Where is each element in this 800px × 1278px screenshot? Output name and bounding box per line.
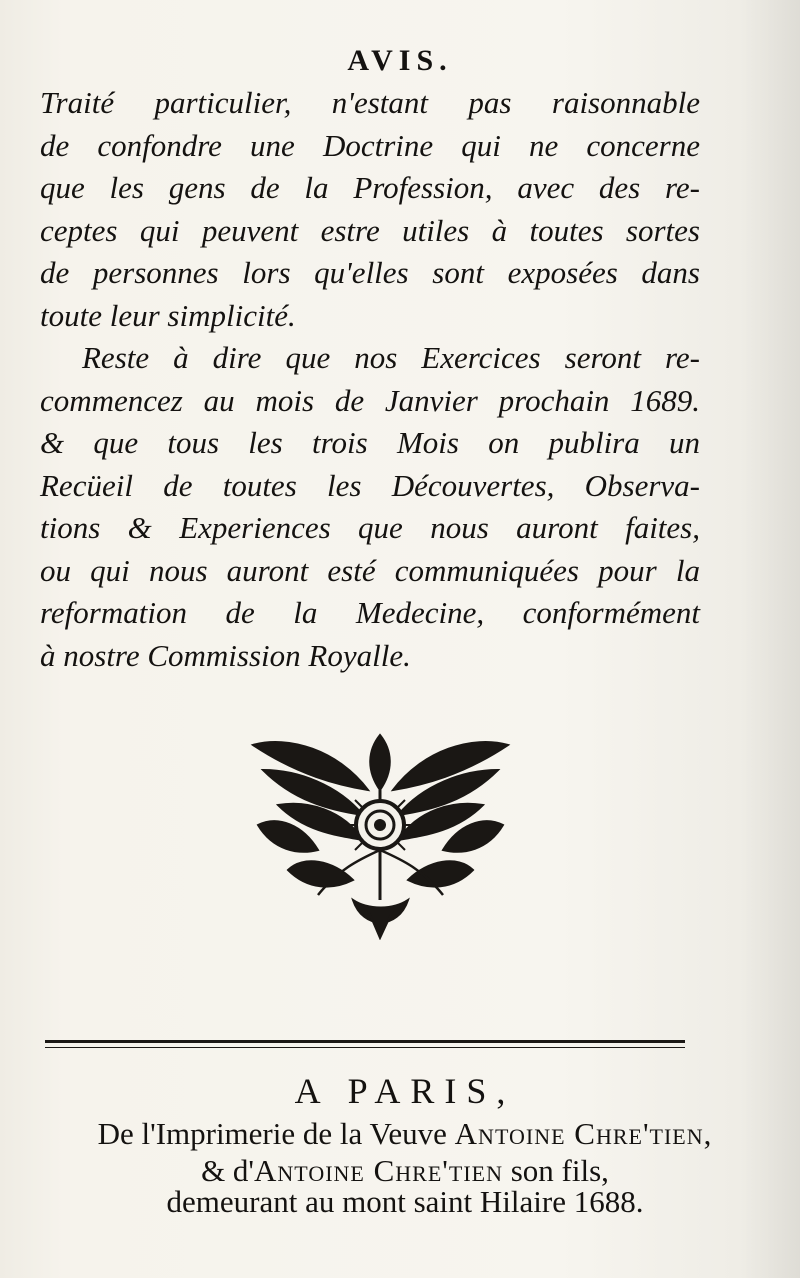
text-line: reformation de la Medecine, conformément bbox=[40, 595, 700, 630]
body-text bbox=[40, 82, 700, 677]
double-rule-bottom bbox=[45, 1047, 685, 1048]
text-line: de personnes lors qu'elles sont exposées dans bbox=[40, 255, 700, 290]
floral-woodcut-ornament-icon bbox=[248, 730, 513, 940]
text-line: Reste à dire que nos Exercices seront re- bbox=[82, 340, 700, 375]
imprint-city: A PARIS, bbox=[294, 1071, 516, 1111]
imprint-line-2-suffix: son fils, bbox=[502, 1153, 609, 1188]
imprint-line-2-text: & d' bbox=[201, 1153, 255, 1188]
text-line: toute leur simplicité. bbox=[40, 297, 296, 333]
text-line: ceptes qui peuvent estre utiles à toutes sortes bbox=[40, 212, 700, 248]
imprint-line-1 bbox=[40, 1115, 770, 1153]
text-line: commencez au mois de Janvier prochain 1689. bbox=[40, 382, 700, 418]
imprint-address-date: demeurant au mont saint Hilaire 1688. bbox=[166, 1184, 644, 1219]
text-line: de confondre une Doctrine qui ne concerne bbox=[40, 127, 700, 163]
imprint-line-1-text: De l'Imprimerie de la Veuve bbox=[97, 1116, 455, 1151]
text-line: & que tous les trois Mois on publira un bbox=[40, 425, 700, 460]
paragraph-1 bbox=[40, 82, 700, 337]
double-rule-top bbox=[45, 1040, 685, 1043]
text-line: à nostre Commission Royalle. bbox=[40, 637, 411, 673]
text-line: que les gens de la Profession, avec des re- bbox=[40, 170, 700, 205]
text-line: Traité particulier, n'estant pas raisonnable bbox=[40, 85, 700, 120]
paragraph-2 bbox=[40, 337, 700, 677]
text-line: Recüeil de toutes les Découvertes, Observa- bbox=[40, 467, 700, 503]
text-line: tions & Experiences que nous auront faites, bbox=[40, 510, 700, 545]
printer-name: Antoine Chre'tien, bbox=[454, 1116, 713, 1151]
running-head: AVIS. bbox=[347, 44, 453, 77]
text-line: ou qui nous auront esté communiquées pour la bbox=[40, 552, 700, 588]
printer-son-name: Antoine Chre'tien bbox=[254, 1153, 503, 1188]
